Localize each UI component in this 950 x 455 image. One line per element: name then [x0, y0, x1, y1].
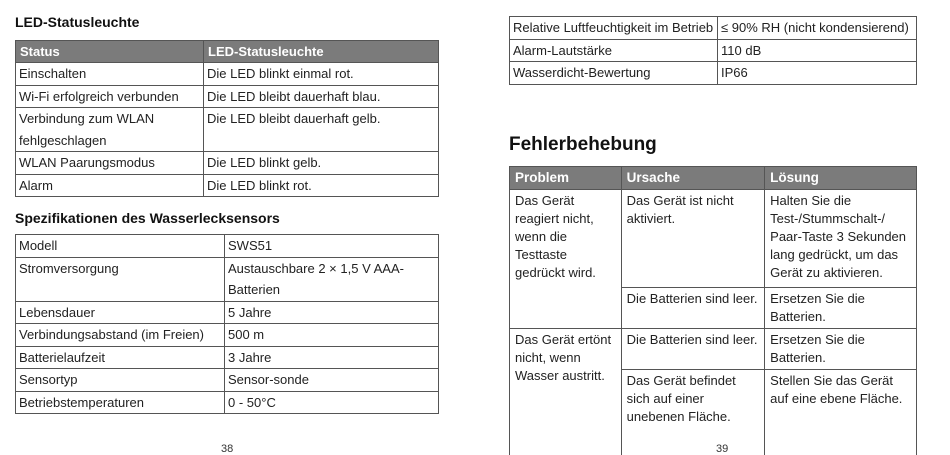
cause-cell: Die Batterien sind leer. — [621, 288, 764, 329]
table-cell: 0 - 50°C — [225, 391, 439, 414]
table-row — [510, 329, 917, 370]
table-cell: Stromversorgung — [16, 257, 225, 301]
table-row — [16, 391, 439, 414]
table-row — [16, 235, 439, 258]
table-cell: Alarm-Lautstärke — [510, 39, 718, 62]
column-header: Problem — [510, 167, 622, 190]
spec-heading: Spezifikationen des Wasserlecksensors — [15, 210, 280, 226]
table-cell: Einschalten — [16, 63, 204, 86]
led-status-table — [15, 40, 439, 197]
table-cell: Modell — [16, 235, 225, 258]
table-row — [16, 257, 439, 301]
page-number: 39 — [716, 443, 729, 455]
column-header: Status — [16, 41, 204, 63]
table-cell: Die LED blinkt gelb. — [204, 152, 439, 175]
table-row — [16, 324, 439, 347]
table-row — [16, 108, 439, 152]
table-cell: Die LED blinkt einmal rot. — [204, 63, 439, 86]
table-cell: Verbindungsabstand (im Freien) — [16, 324, 225, 347]
table-row — [16, 63, 439, 86]
table-cell: Die LED blinkt rot. — [204, 174, 439, 197]
table-row — [510, 62, 917, 85]
page-number: 38 — [221, 443, 234, 455]
table-cell: Sensor-sonde — [225, 369, 439, 392]
table-cell: Batterielaufzeit — [16, 346, 225, 369]
table-cell: SWS51 — [225, 235, 439, 258]
solution-cell: Stellen Sie das Gerät auf eine ebene Fläche. — [765, 370, 917, 455]
table-cell: Lebensdauer — [16, 301, 225, 324]
solution-cell: Ersetzen Sie die Batterien. — [765, 288, 917, 329]
troubleshooting-heading: Fehlerbehebung — [509, 134, 657, 155]
column-header: LED-Statusleuchte — [204, 41, 439, 63]
table-header-row — [510, 167, 917, 190]
solution-cell: Halten Sie die Test-/Stummschalt-/ Paar-Taste 3 Sekunden lang gedrückt, um das Gerät zu aktivieren. — [765, 190, 917, 288]
problem-cell: Das Gerät ertönt nicht, wenn Wasser austritt. — [510, 329, 622, 455]
table-row — [510, 39, 917, 62]
troubleshooting-table — [509, 166, 917, 455]
table-cell: Verbindung zum WLAN fehlgeschlagen — [16, 108, 204, 152]
table-cell: 3 Jahre — [225, 346, 439, 369]
table-row — [16, 85, 439, 108]
table-row — [16, 301, 439, 324]
spec-table — [15, 234, 439, 414]
table-cell: Austauschbare 2 × 1,5 V AAA-Batterien — [225, 257, 439, 301]
column-header: Ursache — [621, 167, 764, 190]
cause-cell: Das Gerät ist nicht aktiviert. — [621, 190, 764, 288]
table-row — [16, 346, 439, 369]
table-row — [16, 152, 439, 175]
table-row — [510, 17, 917, 40]
table-cell: IP66 — [718, 62, 917, 85]
table-cell: 5 Jahre — [225, 301, 439, 324]
table-row — [16, 369, 439, 392]
table-cell: 110 dB — [718, 39, 917, 62]
cause-cell: Die Batterien sind leer. — [621, 329, 764, 370]
table-cell: Wasserdicht-Bewertung — [510, 62, 718, 85]
table-cell: Die LED bleibt dauerhaft gelb. — [204, 108, 439, 152]
table-header-row — [16, 41, 439, 63]
table-cell: Alarm — [16, 174, 204, 197]
problem-cell: Das Gerät reagiert nicht, wenn die Testtaste gedrückt wird. — [510, 190, 622, 329]
solution-cell: Ersetzen Sie die Batterien. — [765, 329, 917, 370]
led-status-heading: LED-Statusleuchte — [15, 14, 140, 30]
table-cell: ≤ 90% RH (nicht kondensierend) — [718, 17, 917, 40]
table-cell: 500 m — [225, 324, 439, 347]
right-page — [475, 0, 950, 455]
table-cell: Relative Luftfeuchtigkeit im Betrieb — [510, 17, 718, 40]
table-cell: WLAN Paarungsmodus — [16, 152, 204, 175]
table-cell: Wi-Fi erfolgreich verbunden — [16, 85, 204, 108]
table-row — [16, 174, 439, 197]
environment-spec-table — [509, 16, 917, 85]
column-header: Lösung — [765, 167, 917, 190]
table-cell: Die LED bleibt dauerhaft blau. — [204, 85, 439, 108]
table-row — [510, 190, 917, 288]
table-cell: Betriebstemperaturen — [16, 391, 225, 414]
table-cell: Sensortyp — [16, 369, 225, 392]
cause-cell: Das Gerät befindet sich auf einer unebenen Fläche. — [621, 370, 764, 455]
